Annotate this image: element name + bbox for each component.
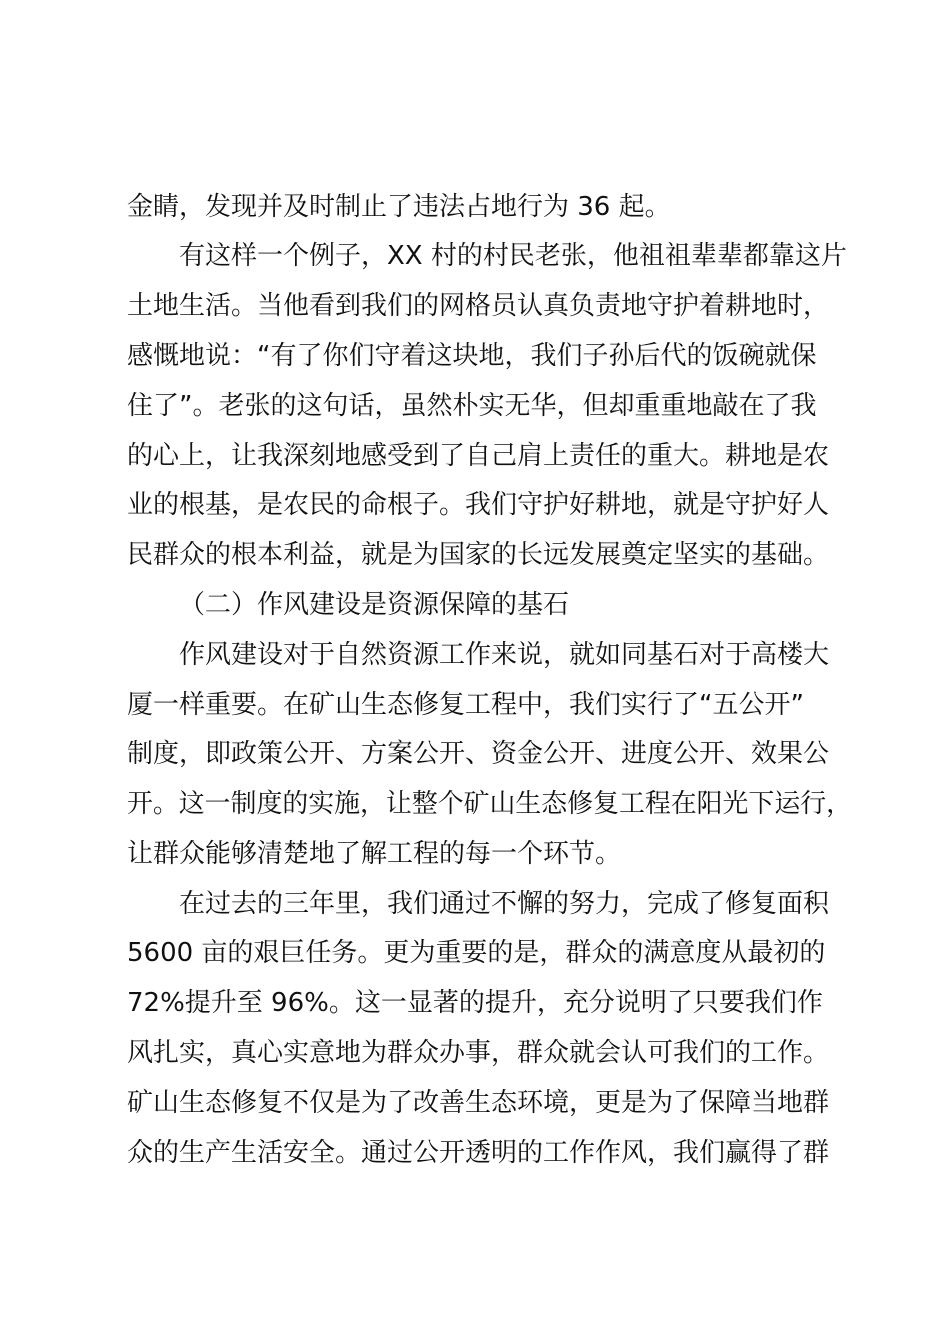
text-line: 5600 亩的艰巨任务。更为重要的是，群众的满意度从最初的 bbox=[127, 938, 826, 968]
text-line: 金睛，发现并及时制止了违法占地行为 36 起。 bbox=[127, 192, 671, 222]
paragraph-start-line: 有这样一个例子，XX 村的村民老张，他祖祖辈辈都靠这片 bbox=[179, 241, 847, 271]
text-line: 厦一样重要。在矿山生态修复工程中，我们实行了“五公开” bbox=[127, 690, 804, 720]
text-line: 住了”。老张的这句话，虽然朴实无华，但却重重地敲在了我 bbox=[127, 391, 817, 421]
text-line: 风扎实，真心实意地为群众办事，群众就会认可我们的工作。 bbox=[127, 1038, 830, 1068]
text-line: 民群众的根本利益，就是为国家的长远发展奠定坚实的基础。 bbox=[127, 540, 830, 570]
text-line: 感慨地说：“有了你们守着这块地，我们子孙后代的饭碗就保 bbox=[127, 341, 817, 371]
text-line: 开。这一制度的实施，让整个矿山生态修复工程在阳光下运行， bbox=[127, 789, 853, 819]
text-line: 的心上，让我深刻地感受到了自己肩上责任的重大。耕地是农 bbox=[127, 441, 830, 471]
text-line: 土地生活。当他看到我们的网格员认真负责地守护着耕地时， bbox=[127, 291, 830, 321]
section-heading: （二）作风建设是资源保障的基石 bbox=[179, 590, 570, 620]
text-line: 矿山生态修复不仅是为了改善生态环境，更是为了保障当地群 bbox=[127, 1088, 830, 1118]
text-line: 众的生产生活安全。通过公开透明的工作作风，我们赢得了群 bbox=[127, 1138, 830, 1168]
text-line: 让群众能够清楚地了解工程的每一个环节。 bbox=[127, 839, 622, 869]
text-line: 制度，即政策公开、方案公开、资金公开、进度公开、效果公 bbox=[127, 739, 830, 769]
paragraph-start-line: 作风建设对于自然资源工作来说，就如同基石对于高楼大 bbox=[179, 640, 830, 670]
text-line: 72%提升至 96%。这一显著的提升，充分说明了只要我们作 bbox=[127, 988, 823, 1018]
paragraph-start-line: 在过去的三年里，我们通过不懈的努力，完成了修复面积 bbox=[179, 889, 830, 919]
text-line: 业的根基，是农民的命根子。我们守护好耕地，就是守护好人 bbox=[127, 490, 830, 520]
